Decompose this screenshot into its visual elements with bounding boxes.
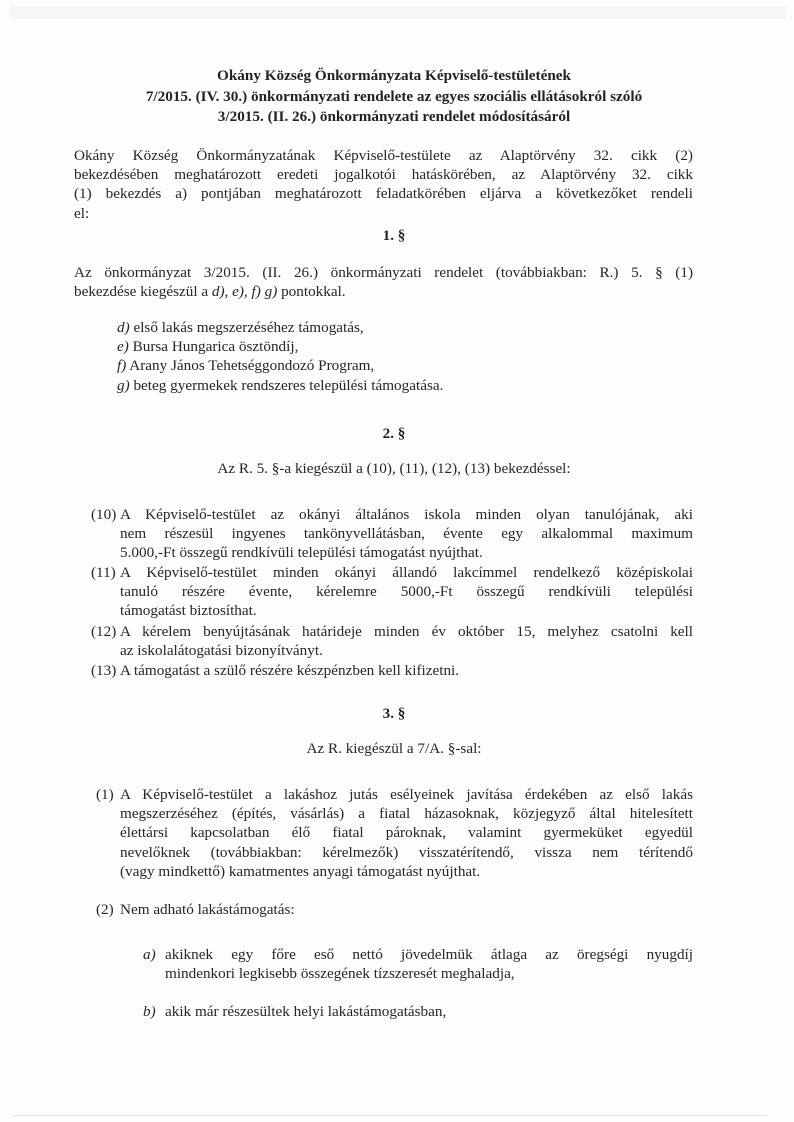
intro-line: Az önkormányzat 3/2015. (II. 26.) önkormányzati rendelet (továbbiakban: R.) 5. § (1): [74, 264, 693, 281]
section-heading-2: 2. §: [382, 425, 406, 442]
list-item: [117, 356, 443, 375]
list-item: [117, 318, 443, 337]
paragraph-body: [120, 900, 693, 919]
intro-tail: pontokkal.: [277, 283, 346, 301]
sub-item-body: [165, 945, 693, 983]
list-text: első lakás megszerzéséhez támogatás,: [133, 319, 364, 336]
list-text: Arany János Tehetséggondozó Program,: [129, 357, 375, 375]
intro-italic-points: d), e), f) g): [211, 283, 278, 301]
section-2-intro: Az R. 5. §-a kiegészül a (10), (11), (12), (13) bekezdéssel:: [217, 460, 571, 477]
preamble-line: bekezdésében meghatározott eredeti jogalkotói hatáskörében, az Alaptörvény 32. cikk: [74, 166, 693, 184]
sub-item-line: akiknek egy főre eső nettó jövedelmük átlaga az öregségi nyugdíj: [165, 946, 693, 963]
paragraph-line: 5.000,-Ft összegű rendkívüli települési támogatást nyújthat.: [120, 544, 483, 562]
preamble-line: el:: [74, 204, 90, 222]
sub-item-line: mindenkori legkisebb összegének tízszeresét meghaladja,: [165, 965, 515, 983]
sub-item-line: akik már részesültek helyi lakástámogatásban,: [165, 1003, 447, 1020]
paragraph-line: A Képviselő-testület a lakáshoz jutás esélyeinek javítása érdekében az első lakás: [120, 786, 693, 803]
paragraph-body: [120, 785, 693, 881]
paragraph-line: támogatást biztosíthat.: [120, 602, 257, 620]
section-1-list: [117, 318, 443, 395]
paragraph-line: Nem adható lakástámogatás:: [120, 901, 295, 918]
list-marker: g): [117, 376, 130, 394]
list-marker: d): [117, 319, 130, 336]
section-heading-3: 3. §: [382, 705, 406, 722]
sub-item-marker: b): [143, 1003, 156, 1020]
paragraph-line: A támogatást a szülő részére készpénzben kell kifizetni.: [120, 662, 460, 679]
list-marker: f): [117, 357, 127, 375]
paragraph-line: nevelőknek (továbbiakban: kérelmezők) visszatérítendő, vissza nem térítendő: [120, 843, 693, 861]
title-line: 3/2015. (II. 26.) önkormányzati rendelet módosításáról: [217, 108, 571, 125]
intro-line: [74, 282, 693, 301]
paragraph-line: élettársi kapcsolatban élő fiatal pároknak, valamint gyermeküket egyedül: [120, 824, 693, 842]
preamble-line: (1) bekezdés a) pontjában meghatározott feladatkörében eljárva a következőket rendeli: [74, 185, 693, 203]
intro-text: bekezdése kiegészül a: [74, 283, 212, 301]
paragraph-number: (11): [91, 564, 116, 581]
section-3-intro: Az R. kiegészül a 7/A. §-sal:: [306, 740, 482, 757]
section-1-intro: [74, 263, 693, 301]
paragraph-body: [120, 505, 693, 563]
paragraph-line: A kérelem benyújtásának határideje minden év október 15, melyhez csatolni kell: [120, 623, 693, 640]
list-item: [117, 376, 443, 395]
list-item: [117, 337, 443, 356]
preamble-line: Okány Község Önkormányzatának Képviselő-testülete az Alaptörvény 32. cikk (2): [74, 147, 693, 164]
paragraph-number: (13): [91, 662, 117, 679]
paragraph-line: A Képviselő-testület minden okányi állandó lakcímmel rendelkező középiskolai: [120, 564, 693, 581]
paragraph-line: (vagy mindkettő) kamatmentes anyagi támogatást nyújthat.: [120, 862, 481, 880]
paragraph-line: nem részesül ingyenes tankönyvellátásban, évente egy alkalommal maximum: [120, 525, 693, 543]
paragraph-body: [120, 622, 693, 660]
paragraph-number: (2): [96, 901, 114, 918]
list-text: Bursa Hungarica ösztöndíj,: [132, 338, 299, 356]
title-line: Okány Község Önkormányzata Képviselő-testületének: [217, 67, 571, 84]
paragraph-number: (10): [91, 506, 117, 523]
paragraph-line: tanuló részére évente, kérelemre 5000,-Ft összegű rendkívüli települési: [120, 583, 693, 601]
list-text: beteg gyermekek rendszeres települési támogatása.: [133, 376, 444, 394]
paragraph-number: (12): [91, 623, 117, 640]
paragraph-line: megszerzéséhez (építés, vásárlás) a fiatal házasoknak, közjegyző által hitelesített: [120, 805, 693, 823]
list-marker: e): [117, 338, 129, 356]
sub-item-body: [165, 1002, 693, 1021]
preamble: [74, 146, 693, 223]
section-heading-1: 1. §: [382, 227, 406, 244]
sub-item-marker: a): [143, 946, 156, 963]
title-line: 7/2015. (IV. 30.) önkormányzati rendelete az egyes szociális ellátásokról szóló: [145, 87, 643, 105]
paragraph-line: A Képviselő-testület az okányi általános iskola minden olyan tanulójának, aki: [120, 506, 693, 523]
paragraph-body: [120, 563, 693, 621]
paragraph-line: az iskolalátogatási bizonyítványt.: [120, 642, 323, 660]
paragraph-body: [120, 661, 693, 680]
document-title: [74, 66, 714, 128]
paragraph-number: (1): [96, 786, 114, 803]
